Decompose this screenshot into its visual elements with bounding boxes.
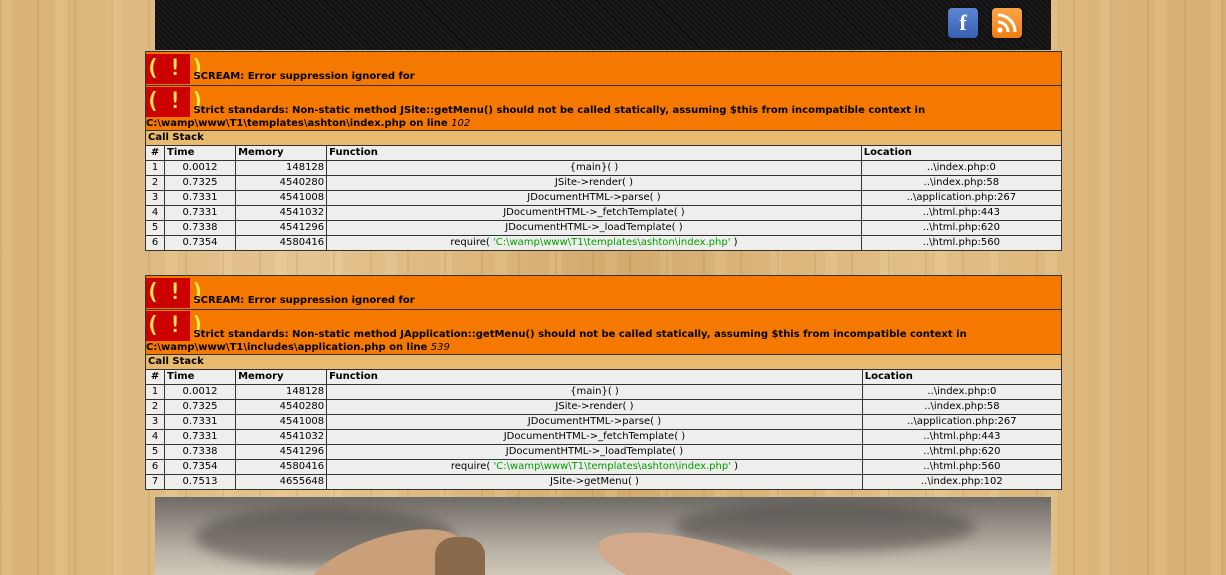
row-function (327, 415, 863, 430)
row-time: 0.0012 (165, 385, 236, 400)
col-number: # (146, 146, 165, 161)
table-row (146, 460, 1062, 475)
table-row (146, 161, 1062, 176)
col-number: # (146, 370, 165, 385)
row-number: 5 (146, 221, 165, 236)
row-time: 0.7331 (165, 191, 236, 206)
row-number: 4 (146, 206, 165, 221)
error-message: Strict standards: Non-static method JApplication::getMenu() should not be called statically, assuming $this from incompatible context in (193, 328, 967, 340)
function-argument: 'C:\wamp\www\T1\templates\ashton\index.php' (493, 461, 731, 472)
warning-icon: ( ! ) (146, 54, 190, 84)
function-name: JDocumentHTML->parse( ) (527, 192, 661, 203)
col-memory: Memory (236, 146, 327, 161)
row-function (327, 385, 863, 400)
error-file: C:\wamp\www\T1\templates\ashton\index.php on line (146, 117, 448, 129)
row-time: 0.7354 (165, 236, 236, 251)
row-time: 0.7331 (165, 415, 236, 430)
error-line: 539 (430, 341, 450, 353)
row-time: 0.7513 (165, 475, 236, 490)
row-memory: 148128 (236, 161, 327, 176)
warning-icon: ( ! ) (146, 311, 190, 341)
row-number: 4 (146, 430, 165, 445)
function-name: JDocumentHTML->_loadTemplate( ) (505, 222, 683, 233)
call-stack-label: Call Stack (146, 355, 1062, 370)
row-time: 0.7338 (165, 445, 236, 460)
function-argument: 'C:\wamp\www\T1\templates\ashton\index.php' (493, 237, 731, 248)
row-memory: 148128 (236, 385, 327, 400)
row-time: 0.7354 (165, 460, 236, 475)
row-number: 3 (146, 191, 165, 206)
function-name: JDocumentHTML->_fetchTemplate( ) (503, 207, 685, 218)
rss-icon[interactable] (992, 8, 1022, 38)
col-function: Function (327, 370, 863, 385)
row-function (327, 400, 863, 415)
row-memory: 4540280 (236, 176, 327, 191)
row-function (327, 236, 862, 251)
table-row (146, 445, 1062, 460)
warning-icon: ( ! ) (146, 278, 190, 308)
row-memory: 4541296 (236, 221, 327, 236)
row-time: 0.7331 (165, 430, 236, 445)
function-close: ) (730, 461, 739, 472)
row-memory: 4541032 (236, 206, 327, 221)
row-number: 7 (146, 475, 165, 490)
row-function (327, 221, 862, 236)
function-name: JSite->render( ) (555, 401, 634, 412)
col-location: Location (862, 370, 1061, 385)
facebook-icon[interactable]: f (948, 8, 978, 38)
row-function (327, 430, 863, 445)
function-name: JSite->render( ) (554, 177, 634, 188)
scream-message: SCREAM: Error suppression ignored for (193, 70, 415, 82)
row-number: 1 (146, 161, 165, 176)
row-location: ..\index.php:0 (861, 161, 1061, 176)
call-stack-label: Call Stack (146, 131, 1062, 146)
error-file: C:\wamp\www\T1\includes\application.php on line (146, 341, 428, 353)
function-name: require( (450, 461, 494, 472)
row-location: ..\html.php:443 (862, 430, 1061, 445)
function-name: JDocumentHTML->_loadTemplate( ) (505, 446, 684, 457)
row-number: 2 (146, 176, 165, 191)
function-name: require( (450, 237, 493, 248)
row-time: 0.7331 (165, 206, 236, 221)
site-header (155, 0, 1051, 50)
row-location: ..\html.php:620 (862, 445, 1061, 460)
row-function (327, 475, 863, 490)
col-time: Time (165, 370, 236, 385)
col-location: Location (861, 146, 1061, 161)
row-location: ..\index.php:102 (862, 475, 1061, 490)
row-function (327, 161, 862, 176)
table-row (146, 176, 1062, 191)
hat-shape (435, 537, 485, 575)
table-row (146, 400, 1062, 415)
row-location: ..\index.php:58 (861, 176, 1061, 191)
function-name: JSite->getMenu( ) (549, 476, 639, 487)
row-location: ..\application.php:267 (861, 191, 1061, 206)
row-memory: 4541296 (236, 445, 327, 460)
row-time: 0.7325 (165, 176, 236, 191)
table-row (146, 385, 1062, 400)
row-number: 5 (146, 445, 165, 460)
error-table-2 (145, 275, 1062, 490)
hero-image (155, 497, 1051, 575)
row-function (327, 445, 863, 460)
function-close: ) (730, 237, 738, 248)
function-name: {main}( ) (569, 162, 619, 173)
row-memory: 4541032 (236, 430, 327, 445)
function-name: JDocumentHTML->parse( ) (527, 416, 662, 427)
table-row (146, 206, 1062, 221)
table-row (146, 415, 1062, 430)
table-row (146, 475, 1062, 490)
row-number: 6 (146, 460, 165, 475)
scream-message: SCREAM: Error suppression ignored for (193, 294, 415, 306)
row-location: ..\application.php:267 (862, 415, 1061, 430)
function-name: {main}( ) (570, 386, 619, 397)
row-function (327, 176, 862, 191)
row-memory: 4540280 (236, 400, 327, 415)
row-location: ..\html.php:560 (862, 460, 1061, 475)
row-location: ..\html.php:443 (861, 206, 1061, 221)
col-function: Function (327, 146, 862, 161)
table-row (146, 221, 1062, 236)
function-name: JDocumentHTML->_fetchTemplate( ) (503, 431, 686, 442)
table-row (146, 430, 1062, 445)
row-function (327, 191, 862, 206)
row-number: 2 (146, 400, 165, 415)
row-time: 0.7325 (165, 400, 236, 415)
error-message: Strict standards: Non-static method JSite::getMenu() should not be called statically, assuming $this from incompatible context in (193, 104, 926, 116)
error-table-1 (145, 51, 1062, 251)
row-number: 3 (146, 415, 165, 430)
row-location: ..\index.php:0 (862, 385, 1061, 400)
error-line: 102 (451, 117, 471, 129)
row-function (327, 460, 863, 475)
row-memory: 4655648 (236, 475, 327, 490)
warning-icon: ( ! ) (146, 87, 190, 117)
row-location: ..\html.php:560 (861, 236, 1061, 251)
row-time: 0.0012 (165, 161, 236, 176)
row-number: 1 (146, 385, 165, 400)
row-memory: 4541008 (236, 191, 327, 206)
row-memory: 4541008 (236, 415, 327, 430)
table-row (146, 191, 1062, 206)
row-location: ..\html.php:620 (861, 221, 1061, 236)
col-memory: Memory (236, 370, 327, 385)
row-function (327, 206, 862, 221)
row-location: ..\index.php:58 (862, 400, 1061, 415)
row-time: 0.7338 (165, 221, 236, 236)
table-row (146, 236, 1062, 251)
row-number: 6 (146, 236, 165, 251)
col-time: Time (165, 146, 236, 161)
row-memory: 4580416 (236, 236, 327, 251)
row-memory: 4580416 (236, 460, 327, 475)
